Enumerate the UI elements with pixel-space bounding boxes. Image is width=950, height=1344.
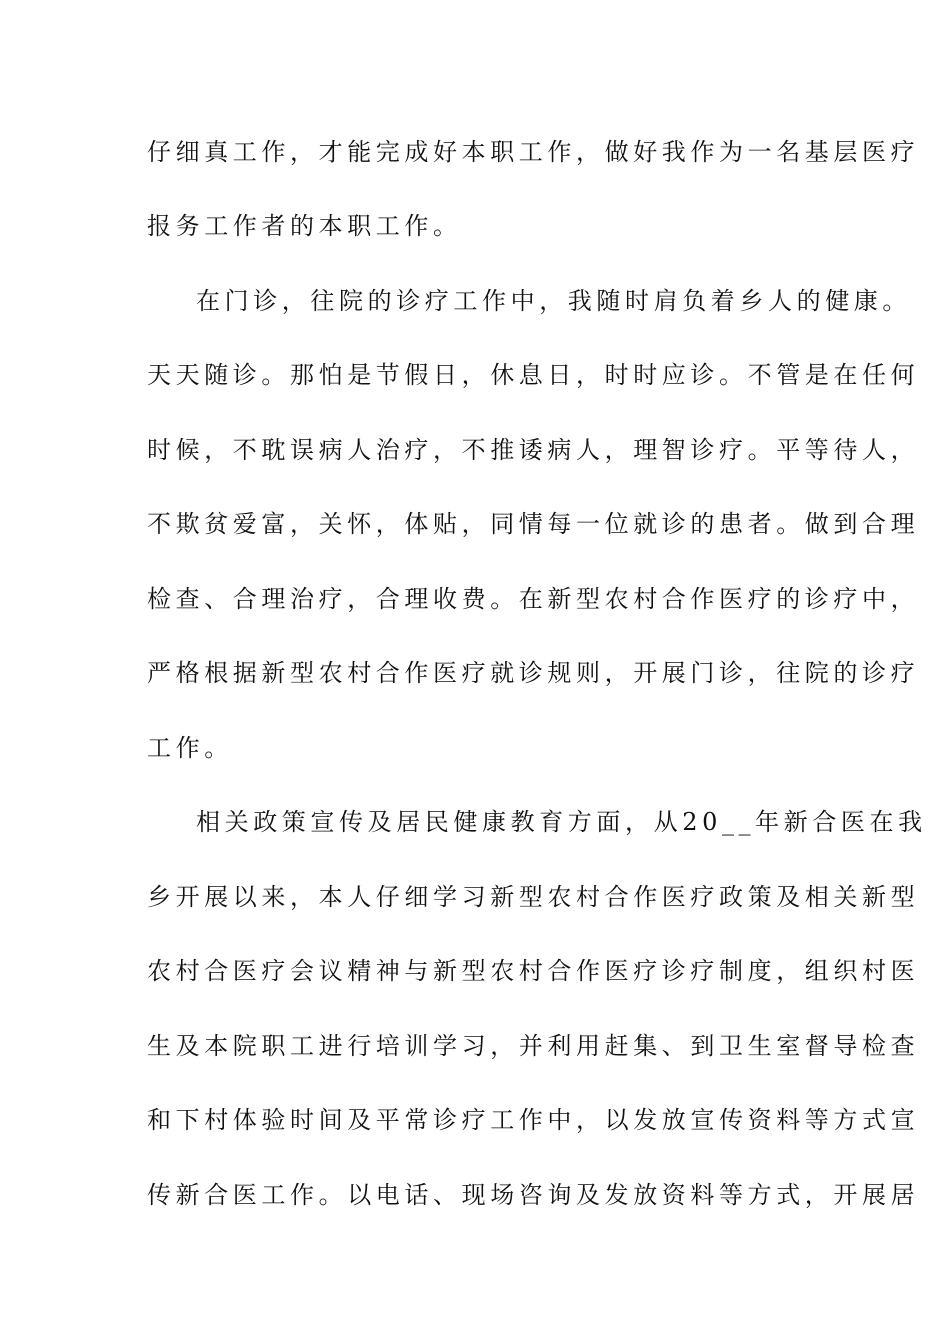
text-line-1: 仔细真工作，才能完成好本职工作，做好我作为一名基层医疗 [147,138,920,166]
text-line-14: 和下村体验时间及平常诊疗工作中，以发放宣传资料等方式宣 [147,1106,920,1134]
text-line-7: 检查、合理治疗，合理收费。在新型农村合作医疗的诊疗中， [147,585,920,613]
text-line-11: 乡开展以来，本人仔细学习新型农村合作医疗政策及相关新型 [147,883,920,911]
text-line-2: 报务工作者的本职工作。 [147,212,462,240]
text-line-5: 时候，不耽误病人治疗，不推诿病人，理智诊疗。平等待人， [147,436,920,464]
text-line-6: 不欺贫爱富，关怀，体贴，同情每一位就诊的患者。做到合理 [147,510,920,538]
text-line-8: 严格根据新型农村合作医疗就诊规则，开展门诊，往院的诊疗 [147,659,920,687]
text-line-10: 相关政策宣传及居民健康教育方面，从20__年新合医在我 [196,808,927,836]
text-line-12: 农村合医疗会议精神与新型农村合作医疗诊疗制度，组织村医 [147,957,920,985]
text-line-15: 传新合医工作。以电话、现场咨询及发放资料等方式，开展居 [147,1181,920,1209]
text-line-13: 生及本院职工进行培训学习，并利用赶集、到卫生室督导检查 [147,1032,920,1060]
text-line-9: 工作。 [147,734,233,762]
text-line-4: 天天随诊。那怕是节假日，休息日，时时应诊。不管是在任何 [147,361,920,389]
text-line-3: 在门诊，往院的诊疗工作中，我随时肩负着乡人的健康。 [196,287,911,315]
